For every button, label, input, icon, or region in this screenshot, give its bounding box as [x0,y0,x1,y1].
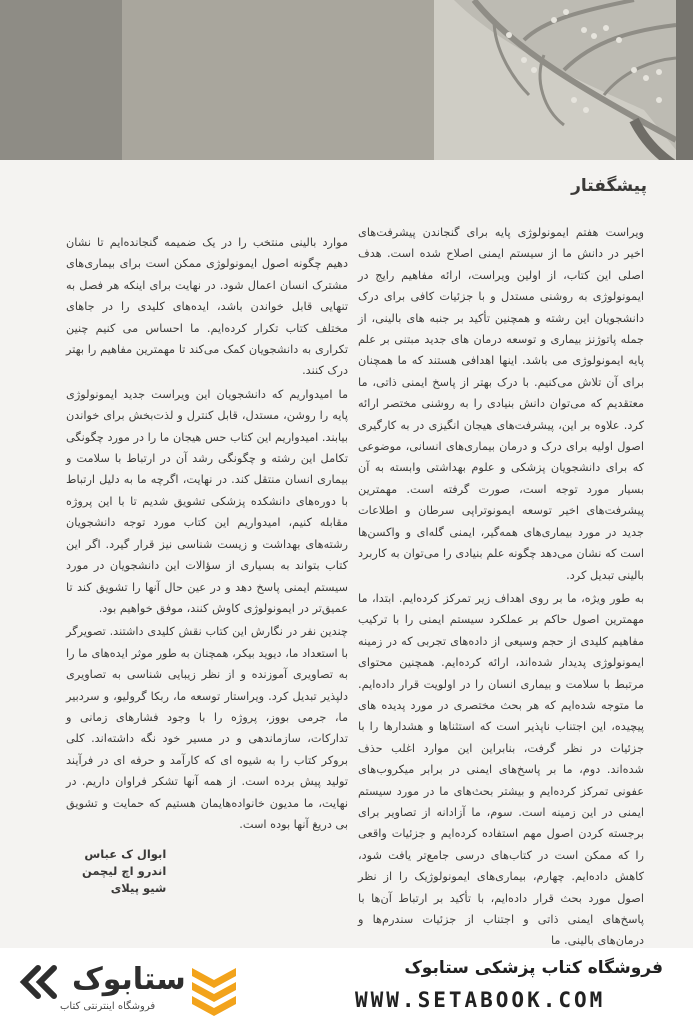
author-signatures [82,846,166,897]
photo-panel-edge [676,0,693,165]
paragraph: چندین نفر در نگارش این کتاب نقش کلیدی داشتند. تصویرگر با استعداد ما، دیوید بیکر، همچنان به طور موثر ایده‌های ما را به تصاویری آموزنده و از نظر زیبایی شناسی به تصاویری دلپذیر تبدیل کرد. ویراستار توسعه ما، ربکا گرولیو، و سردبیر ما، جرمی بووز، پروژه را با وجود فشارهای زمانی و تدارکات، سازماندهی و در مسیر خود نگه داشته‌اند. کلی بروکر کتاب را به شیوه ای که کارآمد و حرفه ای در فرآیند تولید پیش برده است. از همه آنها تشکر فراوان داریم. در نهایت، ما مدیون خانواده‌هایمان هستیم که حمایت و تشویق بی دریغ آنها بوده است. [66,625,348,831]
double-chevron-icon [12,962,62,1002]
chapter-heading: پیشگفتار [571,176,647,196]
author-name: شیو پیلای [110,881,167,895]
shield-chevron-icon [188,964,240,1018]
paragraph: ویراست هفتم ایمونولوژی پایه برای گنجاندن پیشرفت‌های اخیر در دانش ما از سیستم ایمنی اصلاح شده است. هدف اصلی این کتاب، از اولین ویراست، ارائه مفاهیم رایج در ایمونولوژی به روشنی مستدل و با جزئیات کافی برای درک دانشجویان این رشته و همچنین تأکید بر جنبه های بالینی، از جمله پاتوژنز بیماری و توسعه درمان های جدید مبتنی بر علم پایه ایمونولوژی می باشد. اینها اهدافی هستند که ما همچنان برای آن تلاش می‌کنیم. با درک بهتر از پاسخ ایمنی ذاتی، ما معتقدیم که می‌توان دانش بنیادی را به روشنی مختصر ارائه کرد. علاوه بر این، پیشرفت‌های هیجان انگیزی در به کارگیری اصول اولیه برای درک و درمان بیماری‌های انسانی، موضوعی که برای دانشجویان پزشکی و علوم بهداشتی وابسته به آن بسیار مورد توجه است، صورت گرفته است. مهمترین پیشرفت‌های اخیر توسعه ایمونوتراپی سرطان و اطلاعات جدید در مورد بیماری‌های همه‌گیر، ایمنی گله‌ای و واکسن‌ها است که نشان می‌دهد چگونه علم بنیادی را می‌توان به کاربرد بالینی تبدیل کرد. [358,226,644,582]
paragraph: ما امیدواریم که دانشجویان این ویراست جدید ایمونولوژی پایه را روشن، مستدل، قابل کنترل و لذت‌بخش برای خواندن بیابند. امیدواریم این کتاب حس هیجان ما را در مورد چگونگی تکامل این رشته و چگونگی رشد آن در ارتباط با سلامت و بیماری انسان منتقل کند. در نهایت، اگرچه ما به دلیل ارتباط با دوره‌های دانشکده پزشکی تشویق شدیم تا با این پروژه مقابله کنیم، امیدواریم این کتاب مورد توجه دانشجویان رشته‌های بهداشت و زیست شناسی نیز قرار گیرد. اگر این کتاب بتواند به بسیاری از سؤالات این دانشجویان در مورد سیستم ایمنی پاسخ دهد و در عین حال آنها را تشویق کند تا عمیق‌تر در ایمونولوژی کاوش کنند، موفق خواهیم بود. [66,387,348,615]
text-column-left [66,232,348,832]
shop-url-link[interactable]: WWW.SETABOOK.COM [355,988,606,1012]
shop-title: فروشگاه کتاب پزشکی ستابوک [404,958,663,978]
logo-name: ستابوک [72,962,186,997]
cover-photo-band [0,0,693,165]
paragraph: موارد بالینی منتخب را در یک ضمیمه گنجانده‌ایم تا نشان دهیم چگونه اصول ایمونولوژی ممکن است برای بیماری‌های مشترک انسان اعمال شود. در نهایت برای اینکه هر فصل به تنهایی قابل خواندن باشد، ایده‌های کلیدی را در جاهای مختلف کتاب تکرار کرده‌ایم. ما احساس می کنیم چنین تکراری به دانشجویان کمک می‌کند تا مهمترین مفاهیم را بهتر درک کنند. [66,236,348,378]
photo-panel-art [434,0,676,165]
text-column-right [358,222,644,948]
leaf-illustration [434,0,676,165]
paragraph: به طور ویژه، ما بر روی اهداف زیر تمرکز کرده‌ایم. ابتدا، ما مهمترین اصول حاکم بر عملکرد سیستم ایمنی را با ترکیب مفاهیم کلیدی از حجم وسیعی از داده‌های تجربی که در زمینه ایمونولوژی پدیدار شده‌اند، ارائه کرده‌ایم. همچنین محتوای مرتبط با سلامت و بیماری انسان را در اولویت قرار داده‌ایم. ما متوجه شده‌ایم که هر بحث مختصری در مورد پدیده های پیچیده، این اجتناب ناپذیر است که استثناها و هشدارها را با جزئیات در نظر گرفت، بنابراین این موارد اغلب حذف شده‌اند. دوم، ما بر پاسخ‌های ایمنی در برابر میکروب‌های عفونی تمرکز کرده‌ایم و بیشتر بحث‌های ما در مورد سیستم ایمنی در این زمینه است. سوم، ما آزادانه از تصاویر برای برجسته کردن اصول مهم استفاده کرده‌ایم و جزئیات واقعی را که ممکن است در کتاب‌های درسی جامع‌تر یافت شود، کاهش داده‌ایم. چهارم، بیماری‌های ایمونولوژیک را از نظر اصول مورد بحث قرار داده‌ایم، با تأکید بر ارتباط آن‌ها با پاسخ‌های ایمنی ذاتی و اجتناب از جزئیات سندرم‌ها و درمان‌های بالینی. ما [358,591,644,948]
logo-subtitle: فروشگاه اینترنتی کتاب [60,1001,156,1012]
photo-panel-dark [0,0,122,165]
author-name: ابوال ک عباس [84,847,167,861]
author-name: اندرو اچ لیچمن [82,864,167,878]
photo-panel-mid [122,0,434,165]
